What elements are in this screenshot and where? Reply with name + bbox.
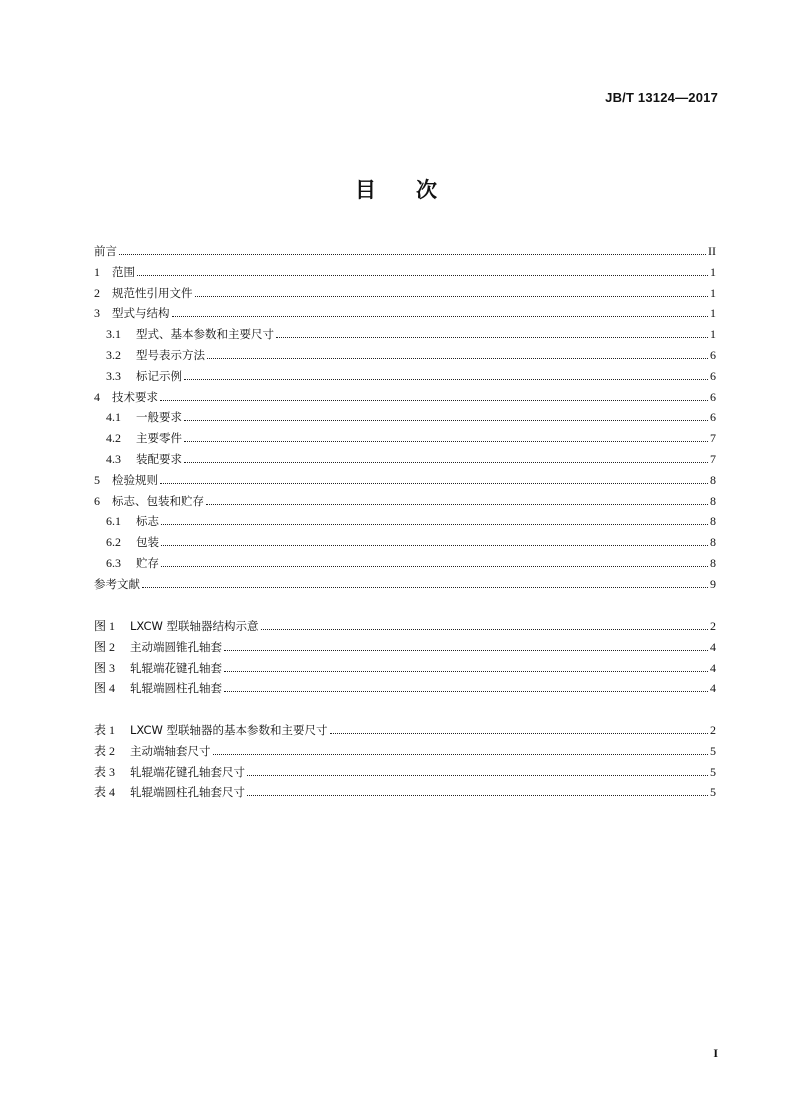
toc-entry-label: 标志 bbox=[136, 514, 159, 529]
toc-entry-label: 参考文献 bbox=[94, 576, 140, 591]
dot-leader bbox=[184, 379, 708, 380]
dot-leader bbox=[247, 795, 708, 796]
figure-entry[interactable] bbox=[94, 660, 716, 676]
toc-entry-label: 范围 bbox=[112, 264, 135, 279]
dot-leader bbox=[247, 775, 708, 776]
toc-entry-page: 9 bbox=[710, 576, 716, 591]
toc-entry-number: 1 bbox=[94, 264, 100, 279]
dot-leader bbox=[161, 524, 708, 525]
dot-leader bbox=[224, 691, 708, 692]
toc-entry[interactable] bbox=[106, 555, 716, 571]
page-number: I bbox=[713, 1046, 718, 1060]
toc-entry-label: 技术要求 bbox=[112, 389, 158, 404]
figure-entry-page: 4 bbox=[710, 660, 716, 675]
toc-entry-page: 8 bbox=[710, 493, 716, 508]
toc-entry-number: 3.1 bbox=[106, 327, 121, 342]
toc-entry-page: 8 bbox=[710, 535, 716, 550]
toc-entry-number: 3.3 bbox=[106, 368, 121, 383]
toc-entry-number: 6.3 bbox=[106, 556, 121, 570]
toc-entry[interactable] bbox=[94, 264, 716, 280]
figure-entry-label: 轧辊端圆柱孔轴套 bbox=[130, 681, 222, 696]
toc-entry[interactable] bbox=[106, 430, 716, 446]
dot-leader bbox=[213, 754, 709, 755]
toc-entry[interactable] bbox=[106, 534, 716, 550]
toc-entry-number: 6.2 bbox=[106, 535, 121, 550]
toc-entry-label: 包装 bbox=[136, 535, 159, 550]
figure-entry[interactable] bbox=[94, 618, 716, 634]
figure-entry-label: 轧辊端花键孔轴套 bbox=[130, 660, 222, 675]
toc-entry-number: 4.1 bbox=[106, 410, 121, 425]
figure-entry[interactable] bbox=[94, 680, 716, 696]
toc-entry[interactable] bbox=[106, 326, 716, 342]
toc-entry[interactable] bbox=[94, 285, 716, 301]
page-title: 目次 bbox=[355, 178, 477, 202]
figure-entry-page: 2 bbox=[710, 619, 716, 633]
dot-leader bbox=[224, 671, 708, 672]
dot-leader bbox=[330, 733, 708, 734]
toc-entry-label: 型式与结构 bbox=[112, 306, 170, 321]
toc-entry-page: 8 bbox=[710, 514, 716, 529]
toc-entry-page: 8 bbox=[710, 556, 716, 570]
toc-entry-label: 标志、包装和贮存 bbox=[112, 493, 204, 508]
table-entry[interactable] bbox=[94, 764, 716, 780]
toc-entry-number: 4.2 bbox=[106, 431, 121, 446]
figure-entry-label: LXCW 型联轴器结构示意 bbox=[130, 619, 259, 633]
figure-entry[interactable] bbox=[94, 639, 716, 655]
toc-entry-number: 3 bbox=[94, 306, 100, 321]
toc-entry-label: 前言 bbox=[94, 244, 117, 258]
dot-leader bbox=[184, 420, 708, 421]
table-entry-page: 5 bbox=[710, 743, 716, 758]
dot-leader bbox=[172, 316, 709, 317]
table-entry-page: 2 bbox=[710, 723, 716, 737]
dot-leader bbox=[184, 441, 708, 442]
figure-entry-number: 图 3 bbox=[94, 660, 116, 675]
dot-leader bbox=[160, 483, 708, 484]
toc-entry[interactable] bbox=[94, 243, 716, 259]
toc-entry-page: 6 bbox=[710, 410, 716, 425]
table-entry-label: 轧辊端花键孔轴套尺寸 bbox=[130, 764, 245, 779]
toc-entry-page: 1 bbox=[710, 327, 716, 342]
table-entry-page: 5 bbox=[710, 764, 716, 779]
toc-entry-page: 7 bbox=[710, 431, 716, 446]
toc-entry[interactable] bbox=[94, 493, 716, 509]
table-entry-number: 表 4 bbox=[94, 785, 116, 800]
table-entry-number: 表 2 bbox=[94, 743, 116, 758]
toc-entry[interactable] bbox=[94, 576, 716, 592]
toc-entry-number: 6.1 bbox=[106, 514, 121, 529]
toc-entry-number: 5 bbox=[94, 472, 100, 487]
dot-leader bbox=[276, 337, 708, 338]
figure-entry-page: 4 bbox=[710, 681, 716, 696]
dot-leader bbox=[261, 629, 708, 630]
dot-leader bbox=[195, 296, 709, 297]
dot-leader bbox=[184, 462, 708, 463]
toc-entry-label: 贮存 bbox=[136, 556, 159, 570]
dot-leader bbox=[119, 254, 706, 255]
toc-entry[interactable] bbox=[106, 513, 716, 529]
toc-entry-page: 6 bbox=[710, 348, 716, 362]
figure-entry-page: 4 bbox=[710, 639, 716, 654]
toc-entry-page: 8 bbox=[710, 472, 716, 487]
toc-entry-page: II bbox=[708, 244, 716, 258]
table-entry[interactable] bbox=[94, 784, 716, 800]
figure-entry-number: 图 2 bbox=[94, 639, 116, 654]
table-entry-number: 表 1 bbox=[94, 723, 116, 737]
toc-entry-number: 4 bbox=[94, 389, 100, 404]
toc-entry-number: 2 bbox=[94, 285, 100, 300]
toc-entry-label: 一般要求 bbox=[136, 410, 182, 425]
toc-entry[interactable] bbox=[106, 347, 716, 363]
table-entry-label: 主动端轴套尺寸 bbox=[130, 743, 211, 758]
toc-entry-label: 主要零件 bbox=[136, 431, 182, 446]
toc-entry[interactable] bbox=[94, 305, 716, 321]
toc-entry[interactable] bbox=[106, 368, 716, 384]
table-entry-page: 5 bbox=[710, 785, 716, 800]
toc-entry-number: 6 bbox=[94, 493, 100, 508]
toc-entry-label: 规范性引用文件 bbox=[112, 285, 193, 300]
table-entry-number: 表 3 bbox=[94, 764, 116, 779]
dot-leader bbox=[207, 358, 708, 359]
table-entry[interactable] bbox=[94, 722, 716, 738]
toc-entry-label: 型式、基本参数和主要尺寸 bbox=[136, 327, 274, 342]
toc-entry-page: 6 bbox=[710, 368, 716, 383]
figure-entry-label: 主动端圆锥孔轴套 bbox=[130, 639, 222, 654]
toc-entry-label: 检验规则 bbox=[112, 472, 158, 487]
toc-entry-label: 型号表示方法 bbox=[136, 348, 205, 362]
toc-entry-label: 标记示例 bbox=[136, 368, 182, 383]
dot-leader bbox=[160, 400, 708, 401]
toc-entry-number: 3.2 bbox=[106, 348, 121, 362]
toc-entry-page: 1 bbox=[710, 285, 716, 300]
toc-entry-page: 6 bbox=[710, 389, 716, 404]
toc-entry-page: 1 bbox=[710, 306, 716, 321]
toc-entry[interactable] bbox=[106, 451, 716, 467]
toc-entry[interactable] bbox=[106, 409, 716, 425]
toc-entry-page: 1 bbox=[710, 264, 716, 279]
dot-leader bbox=[137, 275, 708, 276]
dot-leader bbox=[206, 504, 708, 505]
toc-entry-page: 7 bbox=[710, 452, 716, 466]
standard-code: JB/T 13124—2017 bbox=[605, 90, 718, 105]
figure-entry-number: 图 1 bbox=[94, 619, 116, 633]
dot-leader bbox=[161, 545, 708, 546]
dot-leader bbox=[142, 587, 708, 588]
dot-leader bbox=[224, 650, 708, 651]
table-entry-label: LXCW 型联轴器的基本参数和主要尺寸 bbox=[130, 723, 328, 737]
toc-entry-label: 装配要求 bbox=[136, 452, 182, 466]
toc-entry-number: 4.3 bbox=[106, 452, 121, 466]
toc-entry[interactable] bbox=[94, 472, 716, 488]
table-entry[interactable] bbox=[94, 743, 716, 759]
table-entry-label: 轧辊端圆柱孔轴套尺寸 bbox=[130, 785, 245, 800]
figure-entry-number: 图 4 bbox=[94, 681, 116, 696]
dot-leader bbox=[161, 566, 708, 567]
toc-entry[interactable] bbox=[94, 389, 716, 405]
